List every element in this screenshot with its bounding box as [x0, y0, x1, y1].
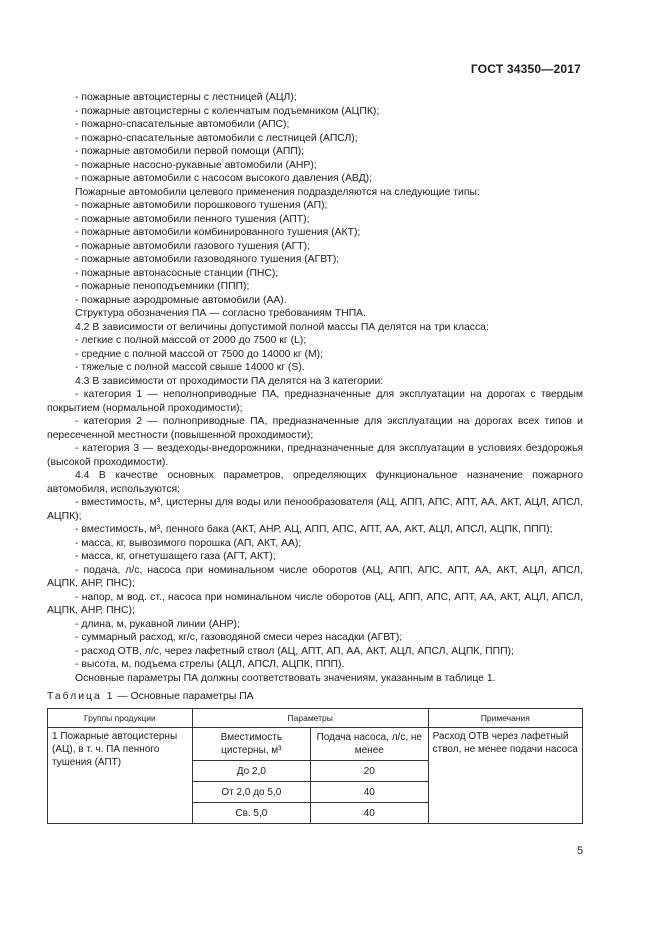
list-item: - высота, м, подъема стрелы (АЦЛ, АПСЛ, АЦПК, ППП). — [75, 659, 345, 670]
paragraph: - подача, л/с, насоса при номинальном числе оборотов (АЦ, АПП, АПС, АПТ, АА, АКТ, АЦЛ, АПСЛ, АЦПК, АНР, ПНС); — [47, 564, 583, 589]
capacity-cell: Св. 5,0 — [192, 803, 310, 824]
list-item: - пожарные автомобили первой помощи (АПП); — [75, 146, 305, 157]
document-body — [47, 91, 583, 685]
list-item: - масса, кг, огнетушащего газа (АГТ, АКТ); — [75, 551, 276, 562]
table-caption-label: Таблица 1 — [47, 691, 115, 702]
paragraph: - категория 2 — полноприводные ПА, предназначенные для эксплуатации на дорогах всех типов и пересеченной местности (повышенной проходимости); — [47, 416, 583, 441]
subheader-capacity: Вместимость цистерны, м³ — [192, 728, 310, 761]
list-item: - пожарные автомобили комбинированного тушения (АКТ); — [75, 227, 361, 238]
capacity-cell: От 2,0 до 5,0 — [192, 782, 310, 803]
list-item: - пожарно-спасательные автомобили с лестницей (АПСЛ); — [75, 132, 358, 144]
capacity-cell: До 2,0 — [192, 761, 310, 782]
list-item: - пожарные насосно-рукавные автомобили (АНР); — [75, 159, 317, 171]
table-caption-text: — Основные параметры ПА — [114, 691, 254, 702]
flow-cell: 40 — [310, 803, 428, 824]
paragraph: - категория 1 — неполноприводные ПА, предназначенные для эксплуатации на дорогах с твердым покрытием (нормальной проходимости); — [47, 389, 583, 414]
paragraph: 4.2 В зависимости от величины допустимой полной массы ПА делятся на три класса: — [75, 321, 489, 333]
flow-cell: 20 — [310, 761, 428, 782]
list-item: - пожарные аэродромные автомобили (АА). — [75, 294, 287, 306]
list-item: - длина, м, рукавной линии (АНР); — [75, 618, 240, 630]
list-item: - пожарные автонасосные станции (ПНС); — [75, 267, 279, 279]
group-cell: 1 Пожарные автоцистерны (АЦ), в т. ч. ПА пенного тушения (АПТ) — [48, 728, 193, 824]
paragraph: - категория 3 — вездеходы-внедорожники, предназначенные для эксплуатации в условиях бездорожья (высокой проходимости). — [47, 443, 583, 468]
flow-cell: 40 — [310, 782, 428, 803]
list-item: - пожарные автоцистерны с лестницей (АЦЛ); — [75, 92, 297, 103]
table-subheader-row — [48, 728, 583, 761]
paragraph: Структура обозначения ПА — согласно требованиям ТНПА. — [75, 308, 366, 319]
note-cell: Расход ОТВ через лафетный ствол, не менее подачи насоса — [428, 728, 582, 824]
list-item: - пожарные пеноподъемники (ППП); — [75, 281, 250, 292]
list-item: - тяжелые с полной массой свыше 14000 кг (S). — [75, 362, 305, 373]
page-number: 5 — [577, 845, 584, 857]
table-header-row — [48, 709, 583, 728]
list-item: - легкие с полной массой от 2000 до 7500 кг (L); — [75, 335, 307, 346]
list-item: - пожарные автомобили порошкового тушения (АП); — [75, 200, 328, 211]
list-item: - пожарные автомобили с насосом высокого давления (АВД); — [75, 173, 372, 184]
header-groups: Группы продукции — [48, 709, 193, 728]
list-item: - пожарные автомобили пенного тушения (АПТ); — [75, 213, 310, 225]
paragraph: 4.4 В качестве основных параметров, определяющих функциональное назначение пожарного автомобиля, используются: — [47, 470, 583, 495]
parameters-table — [47, 708, 583, 824]
table-caption — [47, 691, 254, 702]
header-notes: Примечания — [428, 709, 582, 728]
paragraph: Основные параметры ПА должны соответствовать значениям, указанным в таблице 1. — [75, 672, 496, 684]
paragraph: - вместимость, м³, цистерны для воды или пенообразователя (АЦ, АПП, АПС, АПТ, АА, АКТ, АЦЛ, АПСЛ, АЦПК); — [47, 497, 583, 522]
list-item: - суммарный расход, кг/с, газоводяной смеси через насадки (АГВТ); — [75, 632, 403, 643]
list-item: - пожарные автомобили газового тушения (АГТ); — [75, 240, 310, 252]
list-item: - пожарные автомобили газоводяного тушения (АГВТ); — [75, 254, 340, 265]
list-item: - пожарно-спасательные автомобили (АПС); — [75, 119, 290, 130]
paragraph: - напор, м вод. ст., насоса при номинальном числе оборотов (АЦ, АПП, АПС, АПТ, АА, АКТ, АЦЛ, АПСЛ, АЦПК, АНР, ПНС); — [47, 591, 583, 616]
list-item: - расход ОТВ, л/с, через лафетный ствол (АЦ, АПТ, АП, АА, АКТ, АЦЛ, АПСЛ, АЦПК, ППП); — [75, 645, 514, 657]
list-item: - пожарные автоцистерны с коленчатым подъемником (АЦПК); — [75, 105, 380, 117]
list-item: - средние с полной массой от 7500 до 14000 кг (М); — [75, 348, 323, 360]
document-number: ГОСТ 34350—2017 — [470, 62, 581, 76]
paragraph: 4.3 В зависимости от проходимости ПА делятся на 3 категории: — [75, 375, 384, 387]
list-item: - вместимость, м³, пенного бака (АКТ, АНР, АЦ, АПП, АПС, АПТ, АА, АКТ, АЦЛ, АПСЛ, АЦПК, ППП); — [75, 524, 553, 535]
paragraph: Пожарные автомобили целевого применения подразделяются на следующие типы: — [75, 186, 480, 198]
header-params: Параметры — [192, 709, 428, 728]
list-item: - масса, кг, вывозимого порошка (АП, АКТ, АА); — [75, 537, 302, 549]
subheader-flow: Подача насоса, л/с, не менее — [310, 728, 428, 761]
